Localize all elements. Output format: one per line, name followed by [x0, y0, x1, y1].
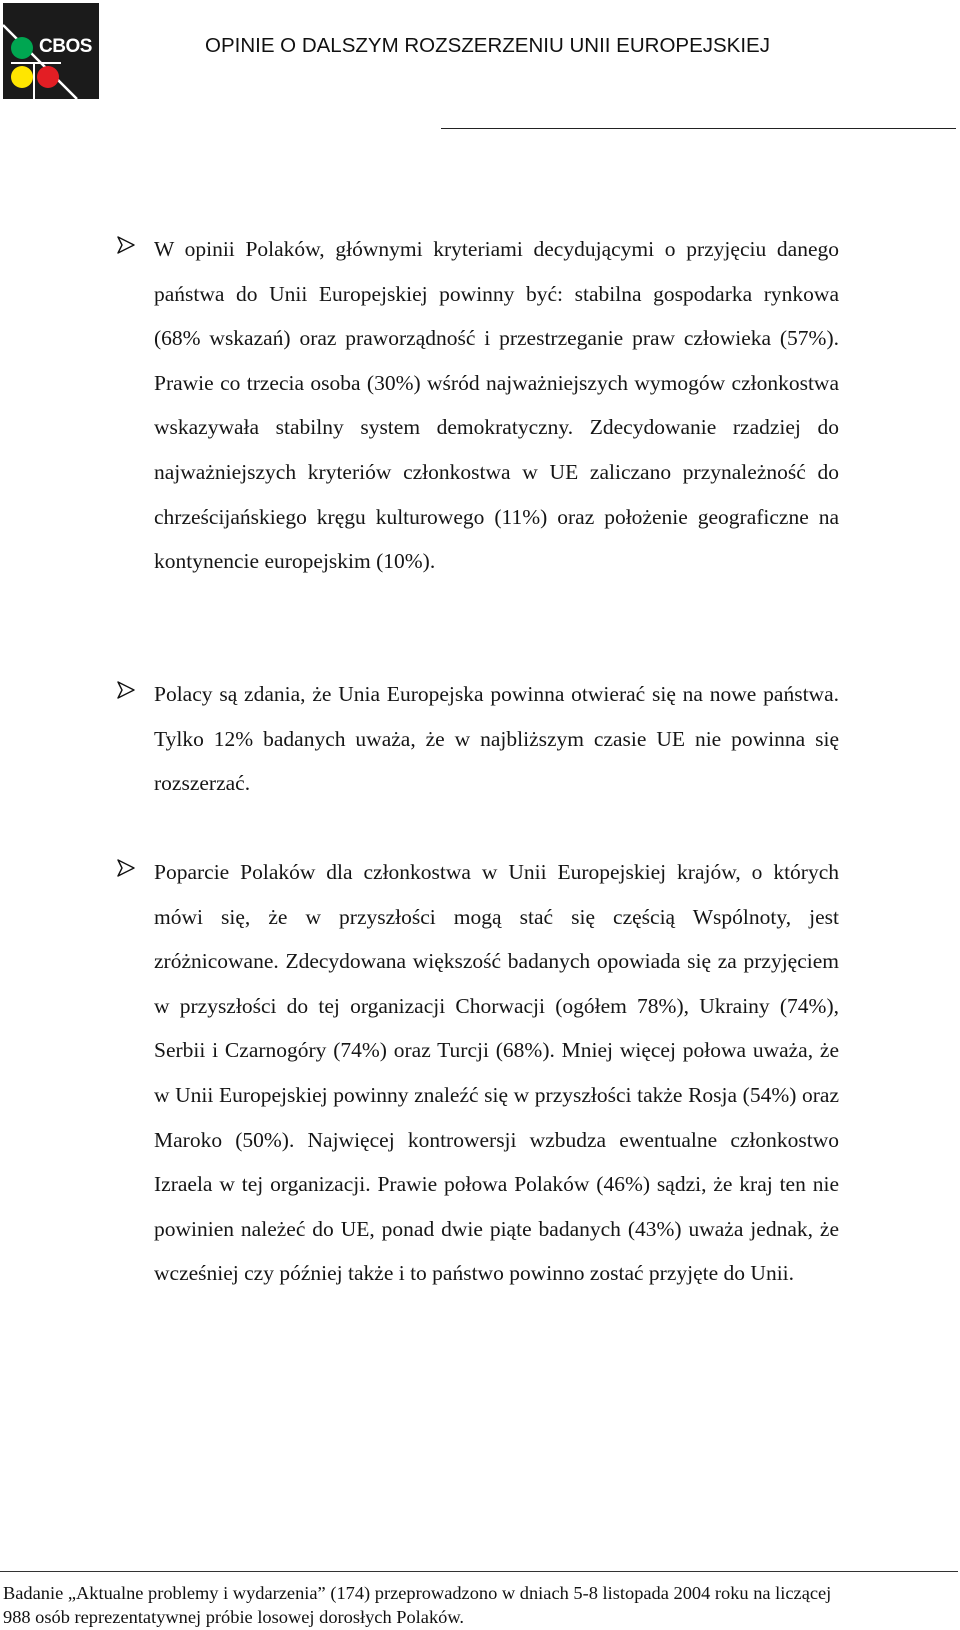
footer-line-2: 988 osób reprezentatywnej próbie losowej dorosłych Polaków.	[3, 1607, 465, 1627]
arrowhead-bullet-icon	[116, 235, 136, 255]
arrowhead-bullet-icon	[116, 858, 136, 878]
header-divider	[441, 128, 956, 129]
bullet-text: Polacy są zdania, że Unia Europejska powinna otwierać się na nowe państwa. Tylko 12% badanych uważa, że w najbliższym czasie UE nie powinna się rozszerzać.	[154, 682, 839, 796]
footer-note	[3, 1581, 957, 1629]
page-header-title: OPINIE O DALSZYM ROZSZERZENIU UNII EUROPEJSKIEJ	[205, 34, 770, 57]
red-circle-icon	[37, 66, 59, 88]
logo-text: CBOS	[39, 36, 92, 57]
yellow-circle-icon	[11, 66, 33, 88]
bullet-item-criteria	[116, 227, 839, 584]
cbos-logo	[3, 3, 99, 99]
bullet-item-support	[116, 850, 839, 1296]
green-circle-icon	[11, 37, 33, 59]
bullet-text: W opinii Polaków, głównymi kryteriami decydującymi o przyjęciu danego państwa do Unii Europejskiej powinny być: stabilna gospodarka rynkowa (68% wskazań) oraz praworządność i przestrzeganie praw człowieka (57%). Prawie co trzecia osoba (30%) wśród najważniejszych wymogów członkostwa wskazywała stabilny system demokratyczny. Zdecydowanie rzadziej do najważniejszych kryteriów członkostwa w UE zaliczano przynależność do chrześcijańskiego kręgu kulturowego (11%) oraz położenie geograficzne na kontynencie europejskim (10%).	[154, 237, 839, 574]
bullet-text: Poparcie Polaków dla członkostwa w Unii Europejskiej krajów, o których mówi się, że w przyszłości mogą stać się częścią Wspólnoty, jest zróżnicowane. Zdecydowana większość badanych opowiada się za przyjęciem w przyszłości do tej organizacji Chorwacji (ogółem 78%), Ukrainy (74%), Serbii i Czarnogóry (74%) oraz Turcji (68%). Mniej więcej połowa uważa, że w Unii Europejskiej powinny znaleźć się w przyszłości także Rosja (54%) oraz Maroko (50%). Najwięcej kontrowersji wzbudza ewentualne członkostwo Izraela w tej organizacji. Prawie połowa Polaków (46%) sądzi, że kraj ten nie powinien należeć do UE, ponad dwie piąte badanych (43%) uważa jednak, że wcześniej czy później także i to państwo powinno zostać przyjęte do Unii.	[154, 860, 839, 1286]
bullet-item-enlargement	[116, 672, 839, 806]
arrowhead-bullet-icon	[116, 680, 136, 700]
footer-line-1: Badanie „Aktualne problemy i wydarzenia” (174) przeprowadzono w dniach 5-8 listopada 2004 roku na liczącej	[3, 1583, 832, 1603]
footer-divider	[0, 1571, 958, 1572]
